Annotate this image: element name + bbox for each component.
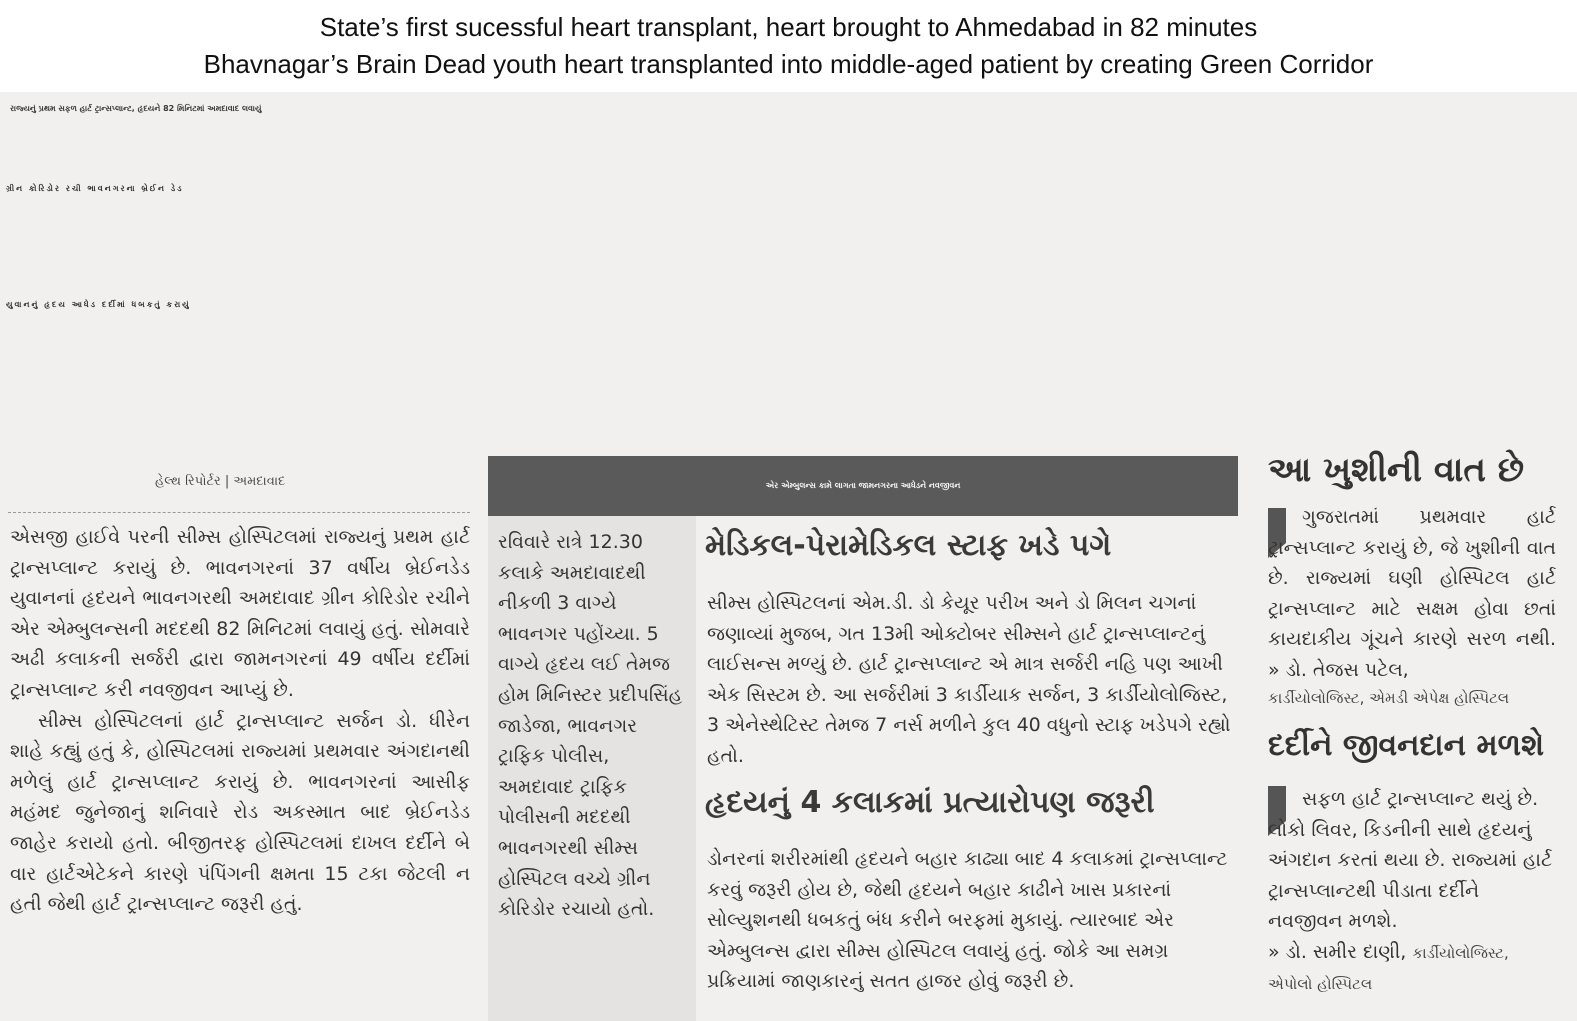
body-paragraph: સીમ્સ હોસ્પિટલનાં હાર્ટ ટ્રાન્સપ્લાન્ટ સર્જન ડો. ધીરેન શાહે કહ્યું હતું કે, હોસ્પિટલમાં રાજ્યમાં પ્રથમવાર અંગદાનથી મળેલું હાર્ટ ટ્રાન્સપ્લાન્ટ કરાયું છે. ભાવનગરનાં આસીફ મહંમદ જુનેજાનું શનિવારે રોડ અકસ્માત બાદ બ્રેઈનડેડ જાહેર કરાયો હતો. બીજીતરફ હોસ્પિટલમાં દાખલ દર્દીને બે વાર હાર્ટએટેકને કારણે પંપિંગની ક્ષમતા 15 ટકા જેટલી ન હતી જેથી હાર્ટ ટ્રાન્સપ્લાન્ટ જરૂરી હતું.	[10, 709, 470, 916]
quote-credit: કાર્ડીયોલોજિસ્ટ, એમડી એપેક્ષ હોસ્પિટલ	[1268, 688, 1510, 707]
sidebar-quote-1	[1268, 502, 1556, 710]
body-column-medical-staff	[707, 588, 1242, 772]
main-headline-line-1: ગ્રીન કોરિડોર રચી ભાવનગરના બ્રેઈન ડેડ	[6, 184, 184, 193]
caption-line-2: Bhavnagar’s Brain Dead youth heart transplanted into middle-aged patient by creating Green Corridor	[203, 49, 1374, 79]
body-paragraph: રવિવારે રાત્રે 12.30 કલાકે અમદાવાદથી નીકળી 3 વાગ્યે ભાવનગર પહોંચ્યા. 5 વાગ્યે હૃદય લઈ તેમજ હોમ મિનિસ્ટર પ્રદીપસિંહ જાડેજા, ભાવનગર ટ્રાફિક પોલીસ, અમદાવાદ ટ્રાફિક પોલીસની મદદથી ભાવનગરથી સીમ્સ હોસ્પિટલ વચ્ચે ગ્રીન કોરિડોર રચાયો હતો.	[498, 531, 683, 921]
english-caption	[0, 0, 1577, 92]
caption-line-1: State’s first sucessful heart transplant, heart brought to Ahmedabad in 82 minutes	[319, 12, 1258, 42]
byline: હેલ્થ રિપોર્ટર | અમદાવાદ	[155, 474, 286, 489]
quote-text: સફળ હાર્ટ ટ્રાન્સપ્લાન્ટ થયું છે. લોકો લિવર, કિડનીની સાથે હૃદયનું અંગદાન કરતાં થયા છે. રાજ્યમાં હાર્ટ ટ્રાન્સપ્લાન્ટથી પીડાતા દર્દીને નવજીવન મળશે.	[1268, 788, 1553, 933]
subheading-transplant-time: હૃદયનું 4 કલાકમાં પ્રત્યારોપણ જરૂરી	[705, 785, 1155, 820]
sidebar-quote-2	[1268, 784, 1556, 998]
body-column-shaded	[498, 527, 688, 925]
kicker-headline: રાજ્યનું પ્રથમ સફળ હાર્ટ ટ્રાન્સપ્લાન્ટ, હૃદયને 82 મિનિટમાં અમદાવાદ લવાયું	[10, 104, 262, 113]
body-column-left	[10, 522, 470, 920]
quote-signature	[1268, 937, 1556, 998]
quote-credit: કાર્ડીયોલોજિસ્ટ, એપોલો હોસ્પિટલ	[1268, 943, 1509, 993]
newspaper-clipping	[0, 92, 1577, 1021]
main-headline-line-2: યુવાનનું હૃદય આધેડ દર્દીમાં ધબકતું કરાયું	[6, 300, 191, 309]
body-paragraph: ડોનરનાં શરીરમાંથી હૃદયને બહાર કાઢ્યા બાદ 4 કલાકમાં ટ્રાન્સપ્લાન્ટ કરવું જરૂરી હોય છે, જેથી હૃદયને બહાર કાઢીને ખાસ પ્રકારનાં સોલ્યુશનથી ધબકતું બંધ કરીને બરફમાં મુકાયું. ત્યારબાદ એર એમ્બુલન્સ દ્વારા સીમ્સ હોસ્પિટલ લવાયું હતું. જોકે આ સમગ્ર પ્રક્રિયામાં જાણકારનું સતત હાજર હોવું જરૂરી છે.	[707, 848, 1228, 993]
body-paragraph: એસજી હાઈવે પરની સીમ્સ હોસ્પિટલમાં રાજ્યનું પ્રથમ હાર્ટ ટ્રાન્સપ્લાન્ટ કરાયું છે. ભાવનગરનાં 37 વર્ષીય બ્રેઈનડેડ યુવાનનાં હૃદયને ભાવનગરથી અમદાવાદ ગ્રીન કોરિડોર રચીને એર એમ્બુલન્સની મદદથી 82 મિનિટમાં લવાયું હતું. સોમવારે અઢી કલાકની સર્જરી દ્વારા જામનગરનાં 49 વર્ષીય દર્દીમાં ટ્રાન્સપ્લાન્ટ કરી નવજીવન આપ્યું છે.	[10, 526, 470, 701]
divider	[8, 512, 470, 513]
sidebar-title: આ ખુશીની વાત છે	[1268, 450, 1525, 490]
subheading-medical-staff: મેડિકલ-પેરામેડિકલ સ્ટાફ ખડે પગે	[705, 528, 1112, 563]
body-paragraph: સીમ્સ હોસ્પિટલનાં એમ.ડી. ડો કેયૂર પરીખ અને ડો મિલન ચગનાં જણાવ્યાં મુજબ, ગત 13મી ઓક્ટોબર સીમ્સને હાર્ટ ટ્રાન્સપ્લાન્ટનું લાઈસન્સ મળ્યું છે. હાર્ટ ટ્રાન્સપ્લાન્ટ એ માત્ર સર્જરી નહિ પણ આખી એક સિસ્ટમ છે. આ સર્જરીમાં 3 કાર્ડીયાક સર્જન, 3 કાર્ડીયોલોજિસ્ટ, 3 એનેસ્થેટિસ્ટ તેમજ 7 નર્સ મળીને કુલ 40 વધુનો સ્ટાફ ખડેપગે રહ્યો હતો.	[707, 592, 1231, 767]
section-banner: એર એમ્બુલન્સ કામે લાગતા જામનગરના આધેડને નવજીવન	[488, 456, 1238, 516]
sidebar-subtitle: દર્દીને જીવનદાન મળશે	[1268, 728, 1545, 763]
signature-name: » ડો. સમીર દાણી,	[1268, 940, 1407, 963]
quote-text: ગુજરાતમાં પ્રથમવાર હાર્ટ ટ્રાન્સપ્લાન્ટ કરાયું છે, જે ખુશીની વાત છે. રાજ્યમાં ઘણી હોસ્પિટલ હાર્ટ ટ્રાન્સપ્લાન્ટ માટે સક્ષમ હોવા છતાં કાયદાકીય ગૂંચને કારણે સરળ નથી. » ડો. તેજસ પટેલ,	[1268, 506, 1556, 681]
body-column-transplant-time	[707, 844, 1242, 997]
